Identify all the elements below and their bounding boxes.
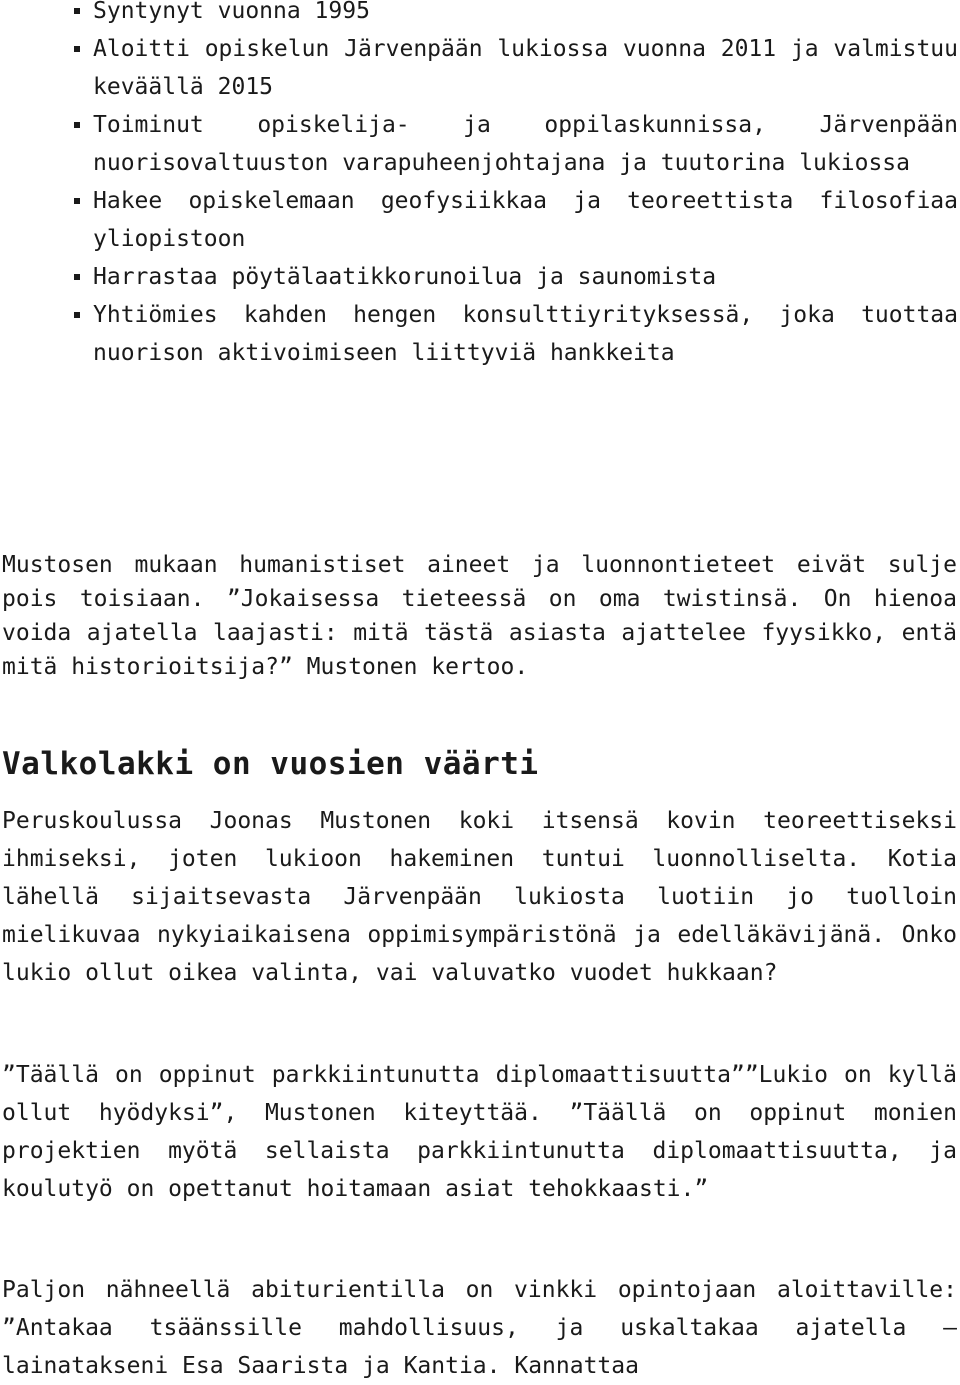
body-paragraph: ”Täällä on oppinut parkkiintunutta diplomaattisuutta””Lukio on kyllä ollut hyödyksi”, Mustonen kiteyttää. ”Täällä on oppinut monien projektien myötä sellaista parkkiintunutta diplomaattisuutta, ja koulutyö on opettanut hoitamaan asiat tehokkaasti.” xyxy=(2,1062,957,1202)
fact-list-item: Hakee opiskelemaan geofysiikkaa ja teoreettista filosofiaa yliopistoon xyxy=(0,182,960,258)
fact-list-item: Harrastaa pöytälaatikkorunoilua ja saunomista xyxy=(0,258,960,296)
section-heading: Valkolakki on vuosien väärti xyxy=(2,746,539,782)
fact-list-item: Aloitti opiskelun Järvenpään lukiossa vuonna 2011 ja valmistuu keväällä 2015 xyxy=(0,30,960,106)
body-paragraph: Paljon nähneellä abiturientilla on vinkki opintojaan aloittaville: ”Antakaa tsäänssille mahdollisuus, ja uskaltakaa ajatella – lainatakseni Esa Saarista ja Kantia. Kannattaa xyxy=(2,1277,957,1379)
body-paragraph: Peruskoulussa Joonas Mustonen koki itsensä kovin teoreettiseksi ihmiseksi, joten lukioon hakeminen tuntui luonnolliselta. Kotia lähellä sijaitsevasta Järvenpään lukiosta luotiin jo tuolloin mielikuvaa nykyiaikaisena oppimisympäristönä ja edelläkävijänä. Onko lukio ollut oikea valinta, vai valuvatko vuodet hukkaan? xyxy=(2,808,957,986)
fact-list-item: Syntynyt vuonna 1995 xyxy=(0,0,960,30)
body-paragraph: Mustosen mukaan humanistiset aineet ja luonnontieteet eivät sulje pois toisiaan. ”Jokaisessa tieteessä on oma twistinsä. On hienoa voida ajatella laajasti: mitä tästä asiasta ajattelee fyysikko, entä mitä historioitsija?” Mustonen kertoo. xyxy=(2,552,957,680)
fact-list-item: Toiminut opiskelija- ja oppilaskunnissa, Järvenpään nuorisovaltuuston varapuheenjohtajana ja tuutorina lukiossa xyxy=(0,106,960,182)
fact-list-item: Yhtiömies kahden hengen konsulttiyrityksessä, joka tuottaa nuorison aktivoimiseen liittyviä hankkeita xyxy=(0,296,960,372)
fact-list xyxy=(0,0,960,372)
